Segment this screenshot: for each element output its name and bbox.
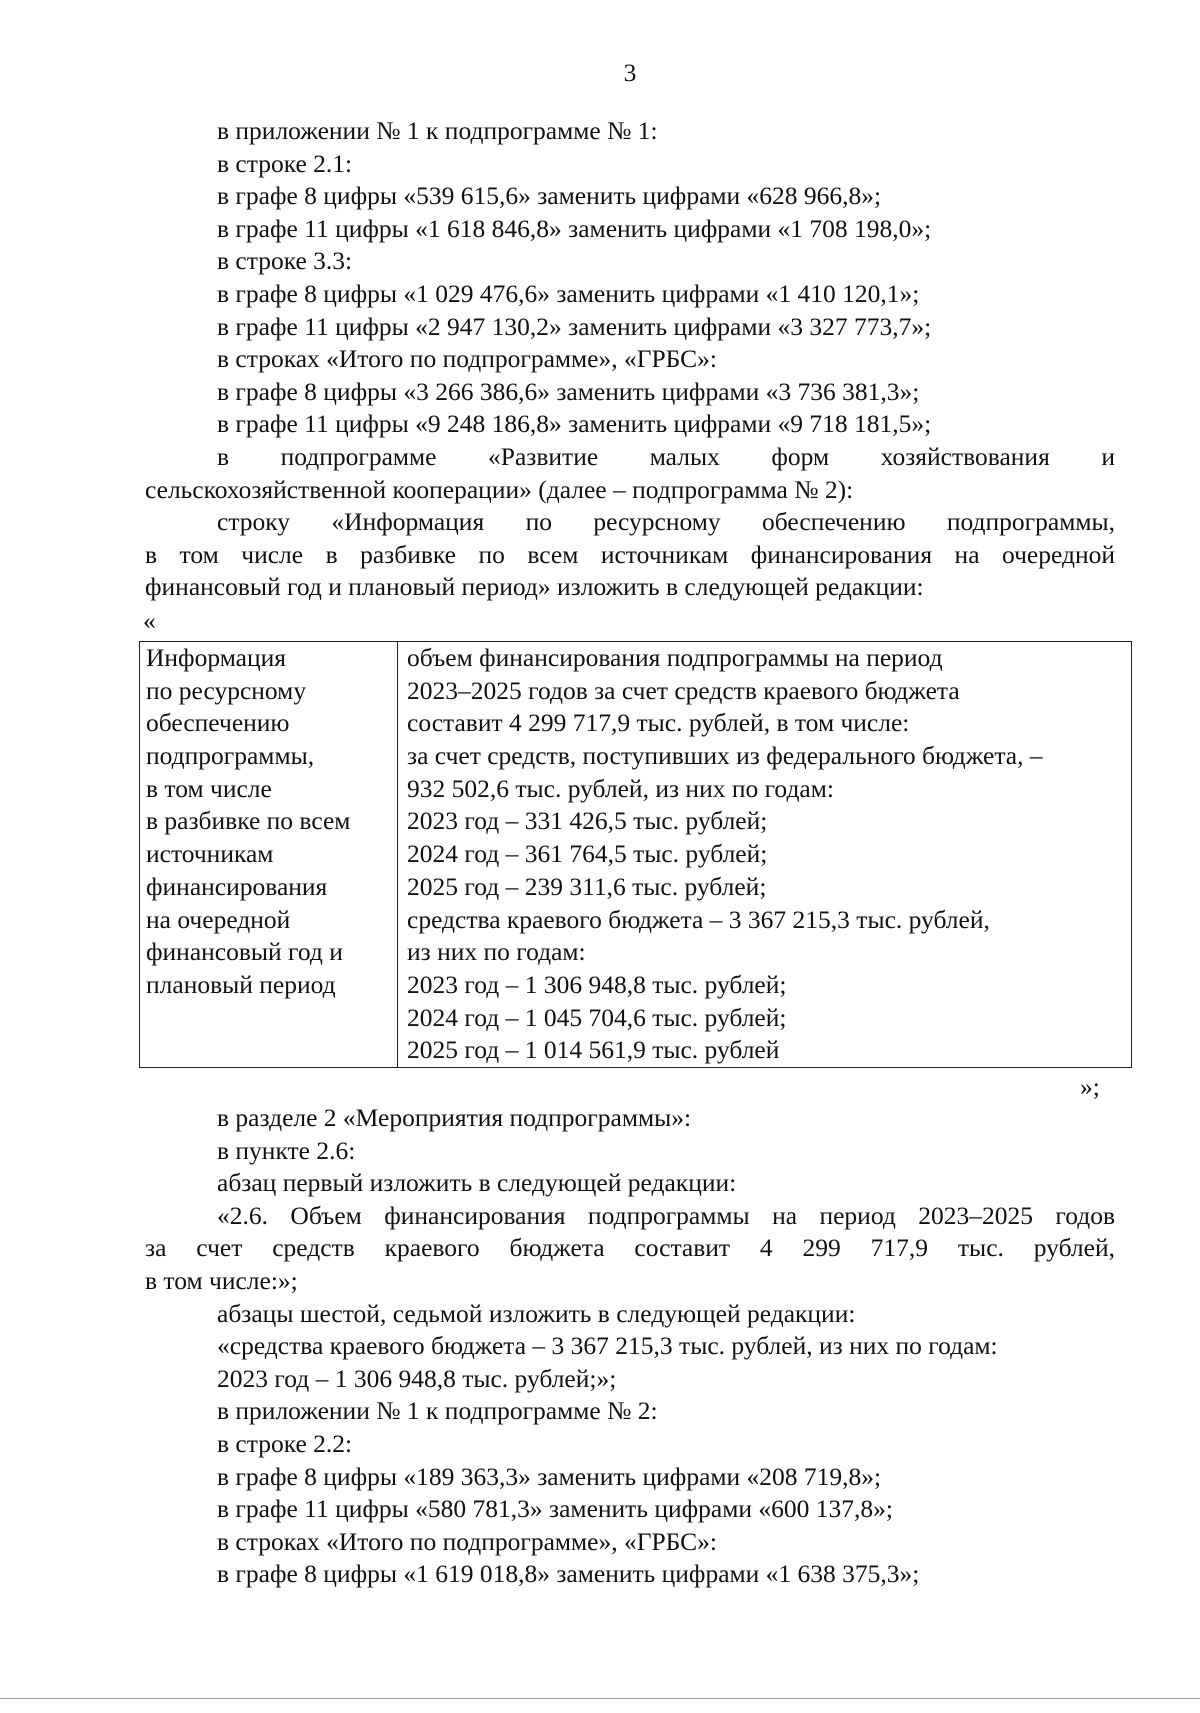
paragraph: абзацы шестой, седьмой изложить в следующей редакции: [217, 1298, 856, 1328]
scan-edge-divider [0, 1698, 1200, 1699]
closing-quote: »; [1080, 1072, 1100, 1101]
cell-line: 2023–2025 годов за счет средств краевого бюджета [407, 675, 960, 705]
cell-line: по ресурсному [146, 675, 307, 705]
paragraph: в разделе 2 «Мероприятия подпрограммы»: [217, 1103, 692, 1132]
paragraph: абзац первый изложить в следующей редакции: [217, 1168, 737, 1198]
amendments-block-2 [145, 1102, 1115, 1591]
cell-line: составит 4 299 717,9 тыс. рублей, в том числе: [407, 708, 910, 738]
cell-line: на очередной [146, 904, 291, 934]
subprogram-2-paragraph [145, 441, 1115, 506]
paragraph: в графе 8 цифры «539 615,6» заменить цифрами «628 966,8»; [217, 181, 882, 211]
paragraph-line: строку «Информация по ресурсному обеспечению подпрограммы, [217, 507, 1115, 537]
table-cell-value [398, 642, 1132, 1068]
cell-line: 2023 год – 1 306 948,8 тыс. рублей; [407, 969, 787, 999]
page-number: 3 [623, 58, 637, 87]
paragraph: в приложении № 1 к подпрограмме № 1: [217, 116, 658, 145]
cell-line: плановый период [146, 969, 336, 999]
cell-line: 2025 год – 239 311,6 тыс. рублей; [407, 871, 767, 901]
paragraph: 2023 год – 1 306 948,8 тыс. рублей;»; [217, 1363, 617, 1393]
cell-line: в том числе [146, 773, 272, 803]
paragraph: в графе 8 цифры «1 619 018,8» заменить цифрами «1 638 375,3»; [217, 1559, 920, 1589]
cell-line: 2023 год – 331 426,5 тыс. рублей; [407, 806, 768, 836]
cell-line: 2024 год – 361 764,5 тыс. рублей; [407, 839, 768, 869]
table-row [140, 642, 1132, 1068]
paragraph: в графе 11 цифры «2 947 130,2» заменить цифрами «3 327 773,7»; [217, 311, 932, 341]
paragraph-line: сельскохозяйственной кооперации» (далее – подпрограмма № 2): [145, 474, 854, 504]
paragraph: в строке 3.3: [217, 246, 353, 276]
cell-line: 932 502,6 тыс. рублей, из них по годам: [407, 773, 834, 803]
paragraph-line: «2.6. Объем финансирования подпрограммы на период 2023–2025 годов [217, 1200, 1115, 1230]
amendments-block-1 [145, 115, 1115, 604]
paragraph: в строках «Итого по подпрограмме», «ГРБС»: [217, 1526, 717, 1556]
opening-quote: « [143, 606, 156, 635]
cell-line: за счет средств, поступивших из федерального бюджета, – [407, 741, 1043, 771]
paragraph: в строке 2.2: [217, 1428, 353, 1458]
paragraph: в приложении № 1 к подпрограмме № 2: [217, 1396, 658, 1426]
resource-line-paragraph [145, 506, 1115, 604]
paragraph: в строке 2.1: [217, 148, 353, 178]
paragraph: в графе 8 цифры «189 363,3» заменить цифрами «208 719,8»; [217, 1461, 882, 1491]
paragraph: в графе 8 цифры «3 266 386,6» заменить цифрами «3 736 381,3»; [217, 376, 920, 406]
paragraph-line: в подпрограмме «Развитие малых форм хозяйствования и [217, 441, 1115, 471]
cell-line: 2024 год – 1 045 704,6 тыс. рублей; [407, 1002, 787, 1032]
clause-2-6-paragraph [145, 1200, 1115, 1298]
paragraph-line: финансовый год и плановый период» изложить в следующей редакции: [145, 572, 924, 602]
paragraph-line: за счет средств краевого бюджета составит 4 299 717,9 тыс. рублей, [145, 1233, 1115, 1263]
cell-line: подпрограммы, [146, 741, 315, 771]
resource-table [139, 641, 1132, 1068]
cell-line: финансирования [146, 871, 328, 901]
cell-line: Информация [146, 643, 287, 672]
paragraph: в графе 11 цифры «1 618 846,8» заменить цифрами «1 708 198,0»; [217, 213, 932, 243]
paragraph-line: в том числе:»; [145, 1265, 298, 1295]
cell-line: из них по годам: [407, 937, 586, 967]
cell-line: финансовый год и [146, 937, 343, 967]
paragraph: в строках «Итого по подпрограмме», «ГРБС»: [217, 344, 717, 374]
cell-line: обеспечению [146, 708, 290, 738]
paragraph: в графе 8 цифры «1 029 476,6» заменить цифрами «1 410 120,1»; [217, 278, 920, 308]
cell-line: средства краевого бюджета – 3 367 215,3 тыс. рублей, [407, 904, 990, 934]
paragraph: в графе 11 цифры «9 248 186,8» заменить цифрами «9 718 181,5»; [217, 409, 932, 439]
cell-line: 2025 год – 1 014 561,9 тыс. рублей [407, 1035, 780, 1065]
cell-line: источникам [146, 839, 274, 869]
paragraph-line: в том числе в разбивке по всем источникам финансирования на очередной [145, 539, 1115, 569]
cell-line: в разбивке по всем [146, 806, 351, 836]
table-cell-label [140, 642, 398, 1068]
cell-line: объем финансирования подпрограммы на период [407, 643, 943, 672]
paragraph: «средства краевого бюджета – 3 367 215,3 тыс. рублей, из них по годам: [217, 1331, 998, 1361]
paragraph: в пункте 2.6: [217, 1135, 356, 1165]
paragraph: в графе 11 цифры «580 781,3» заменить цифрами «600 137,8»; [217, 1494, 893, 1524]
